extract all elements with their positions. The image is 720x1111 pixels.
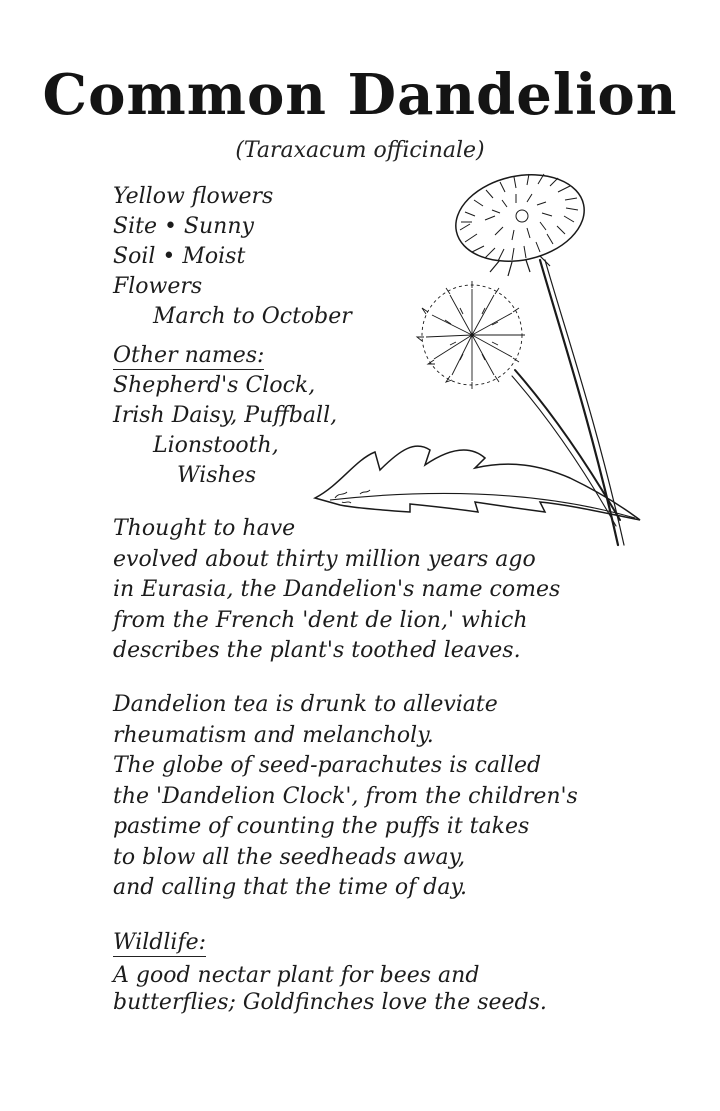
wildlife-heading: Wildlife: xyxy=(113,930,207,955)
uses-line: pastime of counting the puffs it takes xyxy=(113,814,530,839)
fact-flowers-label: Flowers xyxy=(113,274,203,299)
uses-line: the 'Dandelion Clock', from the children's xyxy=(113,783,578,809)
uses-line: to blow all the seedheads away, xyxy=(113,844,466,870)
other-names-heading: Other names: xyxy=(113,343,265,368)
other-name-line: Wishes xyxy=(177,463,257,488)
other-name-line: Lionstooth, xyxy=(153,433,279,458)
history-line: Thought to have xyxy=(113,516,296,541)
wildlife-text xyxy=(113,962,547,1016)
uses-paragraph xyxy=(113,690,578,904)
history-line: from the French 'dent de lion,' which xyxy=(113,607,528,633)
uses-line: The globe of seed-parachutes is called xyxy=(113,753,542,778)
uses-line: and calling that the time of day. xyxy=(113,875,467,900)
toothed-leaf xyxy=(315,446,640,520)
wildlife-line: butterflies; Goldfinches love the seeds. xyxy=(113,990,547,1015)
other-name-line: Irish Daisy, Puffball, xyxy=(113,403,338,428)
page-title: Common Dandelion xyxy=(42,62,678,128)
history-line: in Eurasia, the Dandelion's name comes xyxy=(113,577,561,602)
seedhead xyxy=(417,281,525,389)
fact-site: Site • Sunny xyxy=(113,214,254,239)
flower-stem xyxy=(540,260,618,545)
fact-soil: Soil • Moist xyxy=(113,244,246,269)
history-line: evolved about thirty million years ago xyxy=(113,546,536,572)
other-name-line: Shepherd's Clock, xyxy=(113,373,316,398)
fact-color: Yellow flowers xyxy=(113,184,274,209)
dandelion-illustration xyxy=(300,160,650,560)
history-line: describes the plant's toothed leaves. xyxy=(113,638,521,663)
uses-line: rheumatism and melancholy. xyxy=(113,722,434,748)
wildlife-line: A good nectar plant for bees and xyxy=(113,963,480,988)
uses-line: Dandelion tea is drunk to alleviate xyxy=(113,692,498,717)
flower-head xyxy=(448,163,593,276)
fact-flowers-period: March to October xyxy=(153,304,352,329)
latin-name: (Taraxacum officinale) xyxy=(235,138,485,163)
flower-stem xyxy=(545,260,624,545)
